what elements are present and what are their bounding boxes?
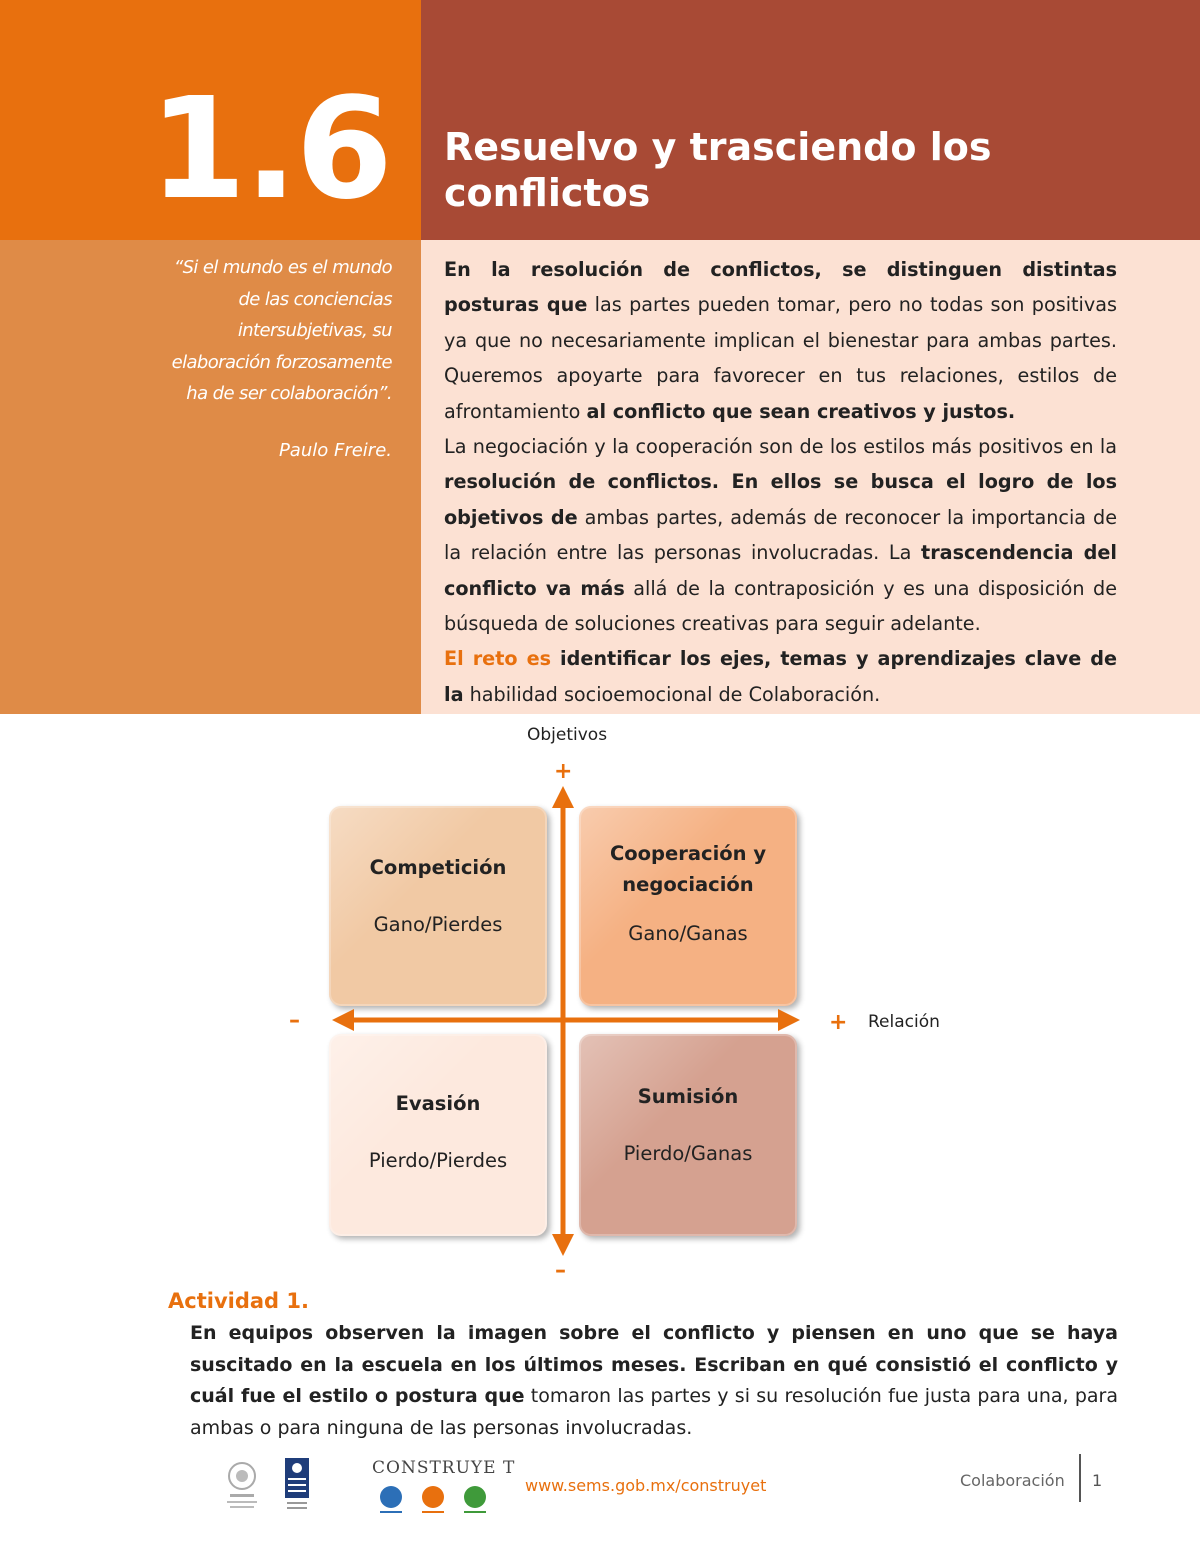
activity-text [190,1318,1118,1444]
x-axis-left-arrow [332,1009,354,1031]
construye-t-logo-text: CONSTRUYE T [372,1458,516,1478]
quote-line: intersubjetivas, su [237,320,392,342]
challenge-label: El reto es [444,647,561,671]
lesson-number: 1.6 [148,68,391,231]
quadrant-subtitle: Pierdo/Ganas [623,1142,753,1165]
x-axis-minus: – [289,1008,300,1033]
undp-logo [285,1458,309,1514]
intro-bold: del conflicto va más [444,541,1117,600]
relaciona-t-icon [422,1486,444,1508]
activity-bold: En equipos observen la imagen sobre el conflicto y piensen en uno que se haya suscitado en la escuela en los últimos meses. Escriban en qué consistió el conflicto y cuál fue el estilo o postura que [190,1322,1118,1407]
conoce-t-icon [380,1486,402,1508]
footer-divider [1079,1454,1081,1502]
title-line-2: conflictos [444,171,651,215]
quote-author: Paulo Freire. [278,440,392,461]
intro-text-span: las partes pueden tomar, pero no todas son positivas ya que no necesariamente implican el bienestar para ambas partes. Queremos apoyarte para favorecer en tus relaciones, estilos de afrontamiento [444,293,1117,423]
quote-line: elaboración forzosamente [171,351,392,373]
quote-line: “Si el mundo es el mundo [173,257,392,278]
intro-text-span: habilidad socioemocional de Colaboración. [463,682,881,706]
y-axis-up-arrow [552,786,574,808]
quadrant-title: Sumisión [637,1085,739,1108]
y-axis-label: Objetivos [527,725,608,745]
intro-text-span: allá de la contraposición y es una disposición de búsqueda de soluciones creativas para seguir adelante. [444,576,1118,636]
footer-section: Colaboración [960,1471,1065,1490]
quadrant-subtitle: Gano/Pierdes [373,913,503,936]
sep-seal-logo [222,1458,262,1514]
quote-line: ha de ser colaboración”. [186,383,392,405]
page-number: 1 [1092,1471,1103,1490]
footer-url-link[interactable]: www.sems.gob.mx/construyet [525,1476,767,1495]
x-axis-right-arrow [778,1009,800,1031]
quadrant-subtitle: Gano/Ganas [628,922,748,945]
quadrant-title: Competición [369,856,507,879]
intro-bold: En la resolución de conflictos, se distinguen distintas posturas que [444,258,1117,317]
intro-bold: identificar los ejes, temas y aprendizajes clave de la [444,647,1117,706]
y-axis-plus: + [554,759,573,784]
activity-title: Actividad 1. [168,1289,309,1313]
y-axis-down-arrow [552,1234,574,1256]
intro-bold: al conflicto que sean creativos y justos. [586,399,1016,423]
quadrant-subtitle: Pierdo/Pierdes [368,1149,508,1172]
quadrant-title: Evasión [395,1092,481,1115]
title-line-1: Resuelvo y trasciendo los [444,125,992,169]
x-axis-plus: + [829,1010,848,1035]
quadrant-title: Cooperación y negociación [609,842,767,896]
construye-t-icons [374,1482,496,1516]
x-axis-label: Relación [868,1012,940,1032]
intro-text-span: ambas partes, además de reconocer la importancia de la relación entre las personas involucradas. La [444,505,1117,565]
y-axis-minus: – [555,1258,566,1283]
activity-text-span: tomaron las partes y si su resolución fue justa para una, para ambas o para ninguna de las personas involucradas. [190,1385,1119,1439]
intro-text-span: La negociación y la cooperación son de los estilos más positivos en la [444,435,1117,459]
quote-line: de las conciencias [238,288,392,310]
intro-bold: trascendencia [921,541,1074,565]
elige-t-icon [464,1486,486,1508]
intro-bold: resolución de conflictos. En ellos se busca el logro de los objetivos de [444,470,1117,529]
